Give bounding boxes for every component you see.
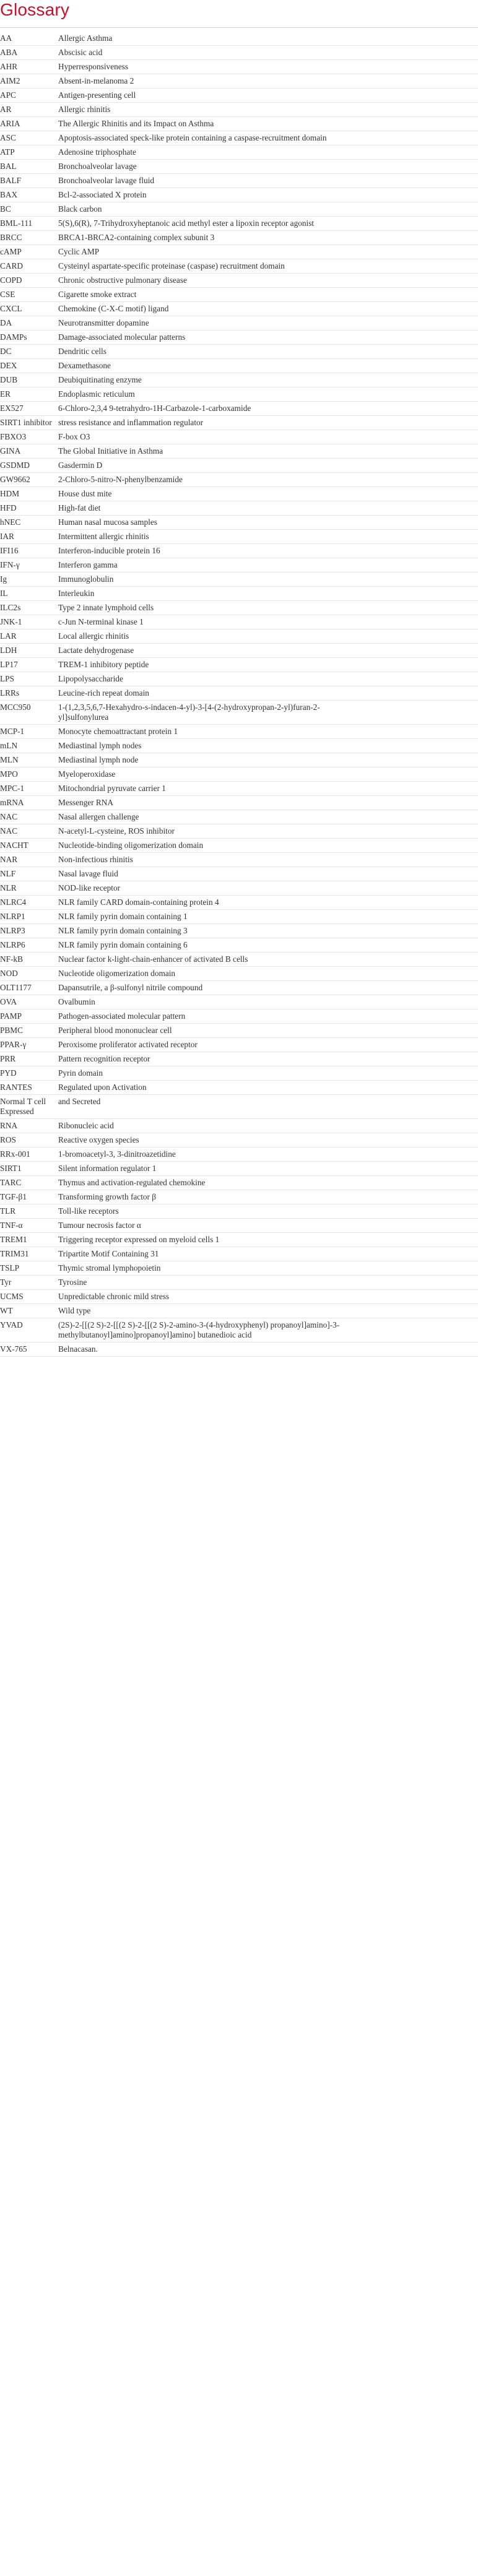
glossary-definition: Dexamethasone: [58, 359, 478, 373]
glossary-row: [0, 1276, 478, 1290]
glossary-term: AHR: [0, 60, 58, 74]
glossary-definition: Nuclear factor k-light-chain-enhancer of activated B cells: [58, 953, 478, 967]
glossary-term: ROS: [0, 1133, 58, 1148]
glossary-row: [0, 1342, 478, 1357]
glossary-row: [0, 739, 478, 753]
glossary-row: [0, 924, 478, 938]
glossary-term: HFD: [0, 501, 58, 516]
glossary-row: [0, 686, 478, 701]
glossary-definition: Nucleotide-binding oligomerization domain: [58, 839, 478, 853]
glossary-term: BAX: [0, 188, 58, 202]
glossary-term: NAC: [0, 824, 58, 839]
glossary-definition: Lipopolysaccharide: [58, 672, 478, 686]
glossary-definition: Belnacasan.: [58, 1342, 478, 1357]
glossary-term: NLRP6: [0, 938, 58, 953]
glossary-row: [0, 387, 478, 402]
glossary-term: PBMC: [0, 1024, 58, 1038]
glossary-row: [0, 767, 478, 782]
glossary-definition: NLR family pyrin domain containing 1: [58, 910, 478, 924]
glossary-definition: Peripheral blood mononuclear cell: [58, 1024, 478, 1038]
glossary-term: LPS: [0, 672, 58, 686]
glossary-row: [0, 28, 478, 46]
glossary-row: [0, 89, 478, 103]
glossary-term: GW9662: [0, 473, 58, 487]
glossary-term: DEX: [0, 359, 58, 373]
glossary-term: PRR: [0, 1052, 58, 1066]
glossary-definition: Cysteinyl aspartate-specific proteinase (caspase) recruitment domain: [58, 259, 478, 274]
glossary-term: DC: [0, 345, 58, 359]
glossary-table: [0, 28, 478, 1357]
glossary-row: [0, 1219, 478, 1233]
glossary-definition: c-Jun N-terminal kinase 1: [58, 615, 478, 629]
glossary-term: MCC950: [0, 701, 58, 725]
glossary-row: [0, 1190, 478, 1204]
glossary-definition: Dendritic cells: [58, 345, 478, 359]
glossary-term: AA: [0, 28, 58, 46]
glossary-row: [0, 103, 478, 117]
glossary-row: [0, 839, 478, 853]
glossary-row: [0, 1095, 478, 1119]
glossary-definition: Immunoglobulin: [58, 573, 478, 587]
glossary-definition: Tumour necrosis factor α: [58, 1219, 478, 1233]
glossary-term: COPD: [0, 274, 58, 288]
glossary-definition: Gasdermin D: [58, 459, 478, 473]
glossary-row: [0, 274, 478, 288]
glossary-term: WT: [0, 1304, 58, 1318]
glossary-definition: Non-infectious rhinitis: [58, 853, 478, 867]
glossary-row: [0, 1119, 478, 1133]
glossary-term: PAMP: [0, 1009, 58, 1024]
glossary-term: LAR: [0, 629, 58, 644]
glossary-row: [0, 202, 478, 217]
glossary-definition: TREM-1 inhibitory peptide: [58, 658, 478, 672]
glossary-row: [0, 658, 478, 672]
glossary-row: [0, 1009, 478, 1024]
glossary-definition: Hyperresponsiveness: [58, 60, 478, 74]
glossary-definition: Deubiquitinating enzyme: [58, 373, 478, 387]
glossary-row: [0, 402, 478, 416]
glossary-definition: Myeloperoxidase: [58, 767, 478, 782]
glossary-row: [0, 782, 478, 796]
glossary-term: MPC-1: [0, 782, 58, 796]
glossary-term: IFI16: [0, 544, 58, 558]
glossary-definition: The Global Initiative in Asthma: [58, 444, 478, 459]
glossary-term: RRx-001: [0, 1148, 58, 1162]
glossary-row: [0, 725, 478, 739]
glossary-definition: 1-bromoacetyl-3, 3-dinitroazetidine: [58, 1148, 478, 1162]
glossary-definition: Messenger RNA: [58, 796, 478, 810]
glossary-term: NLRP3: [0, 924, 58, 938]
glossary-term: CSE: [0, 288, 58, 302]
glossary-term: LDH: [0, 644, 58, 658]
glossary-term: NLRP1: [0, 910, 58, 924]
glossary-term: CARD: [0, 259, 58, 274]
glossary-definition: NLR family pyrin domain containing 3: [58, 924, 478, 938]
glossary-row: [0, 1052, 478, 1066]
glossary-definition: Ribonucleic acid: [58, 1119, 478, 1133]
glossary-definition: Chemokine (C-X-C motif) ligand: [58, 302, 478, 316]
glossary-term: APC: [0, 89, 58, 103]
glossary-definition: Interferon-inducible protein 16: [58, 544, 478, 558]
glossary-term: CXCL: [0, 302, 58, 316]
glossary-definition: The Allergic Rhinitis and its Impact on Asthma: [58, 117, 478, 131]
glossary-definition: Interleukin: [58, 587, 478, 601]
glossary-definition: Triggering receptor expressed on myeloid cells 1: [58, 1233, 478, 1247]
glossary-definition: Cyclic AMP: [58, 245, 478, 259]
glossary-row: [0, 810, 478, 824]
glossary-row: [0, 587, 478, 601]
glossary-definition: Unpredictable chronic mild stress: [58, 1290, 478, 1304]
glossary-term: cAMP: [0, 245, 58, 259]
glossary-row: [0, 1162, 478, 1176]
glossary-term: NOD: [0, 967, 58, 981]
glossary-row: [0, 188, 478, 202]
glossary-definition: Chronic obstructive pulmonary disease: [58, 274, 478, 288]
glossary-definition: Wild type: [58, 1304, 478, 1318]
glossary-definition: Intermittent allergic rhinitis: [58, 530, 478, 544]
glossary-row: [0, 1133, 478, 1148]
glossary-term: IFN-γ: [0, 558, 58, 573]
glossary-term: TLR: [0, 1204, 58, 1219]
glossary-row: [0, 302, 478, 316]
glossary-row: [0, 853, 478, 867]
glossary-definition: Abscisic acid: [58, 46, 478, 60]
glossary-row: [0, 60, 478, 74]
glossary-row: [0, 1261, 478, 1276]
glossary-row: [0, 573, 478, 587]
glossary-row: [0, 74, 478, 89]
page-title: Glossary: [0, 0, 70, 19]
glossary-definition: Bcl-2-associated X protein: [58, 188, 478, 202]
glossary-term: EX527: [0, 402, 58, 416]
glossary-definition: 2-Chloro-5-nitro-N-phenylbenzamide: [58, 473, 478, 487]
glossary-definition: Type 2 innate lymphoid cells: [58, 601, 478, 615]
glossary-definition: Silent information regulator 1: [58, 1162, 478, 1176]
glossary-definition: Thymus and activation-regulated chemokine: [58, 1176, 478, 1190]
glossary-term: Normal T cell Expressed: [0, 1095, 58, 1119]
glossary-definition: Nucleotide oligomerization domain: [58, 967, 478, 981]
glossary-term: AR: [0, 103, 58, 117]
glossary-term: OLT1177: [0, 981, 58, 995]
glossary-row: [0, 316, 478, 331]
glossary-term: hNEC: [0, 516, 58, 530]
glossary-definition: Reactive oxygen species: [58, 1133, 478, 1148]
glossary-row: [0, 131, 478, 145]
glossary-term: ASC: [0, 131, 58, 145]
glossary-term: JNK-1: [0, 615, 58, 629]
glossary-term: FBXO3: [0, 430, 58, 444]
glossary-definition: F-box O3: [58, 430, 478, 444]
glossary-term: RANTES: [0, 1081, 58, 1095]
glossary-term: AIM2: [0, 74, 58, 89]
glossary-term: RNA: [0, 1119, 58, 1133]
glossary-term: Ig: [0, 573, 58, 587]
glossary-row: [0, 896, 478, 910]
glossary-term: YVAD: [0, 1318, 58, 1342]
glossary-term: SIRT1: [0, 1162, 58, 1176]
glossary-row: [0, 1176, 478, 1190]
glossary-definition: Adenosine triphosphate: [58, 145, 478, 160]
glossary-definition: Antigen-presenting cell: [58, 89, 478, 103]
glossary-definition: Cigarette smoke extract: [58, 288, 478, 302]
glossary-definition: Mediastinal lymph node: [58, 753, 478, 767]
glossary-term: MCP-1: [0, 725, 58, 739]
glossary-row: [0, 1081, 478, 1095]
glossary-definition: Absent-in-melanoma 2: [58, 74, 478, 89]
glossary-term: NACHT: [0, 839, 58, 853]
glossary-term: UCMS: [0, 1290, 58, 1304]
glossary-row: [0, 910, 478, 924]
glossary-definition: Dapansutrile, a β-sulfonyl nitrile compound: [58, 981, 478, 995]
glossary-term: MPO: [0, 767, 58, 782]
glossary-row: [0, 473, 478, 487]
glossary-row: [0, 1304, 478, 1318]
glossary-row: [0, 995, 478, 1009]
glossary-row: [0, 967, 478, 981]
glossary-term: NLR: [0, 881, 58, 896]
glossary-term: BALF: [0, 174, 58, 188]
glossary-row: [0, 981, 478, 995]
glossary-row: [0, 796, 478, 810]
glossary-row: [0, 288, 478, 302]
glossary-row: [0, 345, 478, 359]
glossary-definition: Endoplasmic reticulum: [58, 387, 478, 402]
glossary-term: ARIA: [0, 117, 58, 131]
glossary-term: GINA: [0, 444, 58, 459]
glossary-definition: and Secreted: [58, 1095, 478, 1119]
glossary-definition: Allergic rhinitis: [58, 103, 478, 117]
glossary-row: [0, 174, 478, 188]
glossary-row: [0, 629, 478, 644]
glossary-definition: Damage-associated molecular patterns: [58, 331, 478, 345]
glossary-definition: Nasal lavage fluid: [58, 867, 478, 881]
glossary-definition: Apoptosis-associated speck-like protein containing a caspase-recruitment domain: [58, 131, 478, 145]
glossary-term: LP17: [0, 658, 58, 672]
glossary-row: [0, 1024, 478, 1038]
glossary-term: NAR: [0, 853, 58, 867]
glossary-term: TNF-α: [0, 1219, 58, 1233]
glossary-definition: Human nasal mucosa samples: [58, 516, 478, 530]
glossary-row: [0, 753, 478, 767]
glossary-row: [0, 217, 478, 231]
glossary-term: ER: [0, 387, 58, 402]
glossary-term: LRRs: [0, 686, 58, 701]
glossary-row: [0, 359, 478, 373]
glossary-definition: Allergic Asthma: [58, 28, 478, 46]
glossary-row: [0, 487, 478, 501]
glossary-term: TGF-β1: [0, 1190, 58, 1204]
glossary-definition: Bronchoalveolar lavage fluid: [58, 174, 478, 188]
glossary-row: [0, 1038, 478, 1052]
glossary-term: mRNA: [0, 796, 58, 810]
glossary-row: [0, 1233, 478, 1247]
glossary-definition: Neurotransmitter dopamine: [58, 316, 478, 331]
glossary-definition: Local allergic rhinitis: [58, 629, 478, 644]
glossary-term: BRCC: [0, 231, 58, 245]
glossary-definition: Thymic stromal lymphopoietin: [58, 1261, 478, 1276]
glossary-term: TRIM31: [0, 1247, 58, 1261]
glossary-definition: Tripartite Motif Containing 31: [58, 1247, 478, 1261]
glossary-term: ILC2s: [0, 601, 58, 615]
glossary-definition: Interferon gamma: [58, 558, 478, 573]
glossary-row: [0, 867, 478, 881]
glossary-row: [0, 231, 478, 245]
glossary-row: [0, 46, 478, 60]
glossary-definition: Mediastinal lymph nodes: [58, 739, 478, 753]
glossary-definition: BRCA1-BRCA2-containing complex subunit 3: [58, 231, 478, 245]
glossary-term: PYD: [0, 1066, 58, 1081]
glossary-row: [0, 938, 478, 953]
glossary-definition: Ovalbumin: [58, 995, 478, 1009]
glossary-definition: 5(S),6(R), 7-Trihydroxyheptanoic acid methyl ester a lipoxin receptor agonist: [58, 217, 478, 231]
glossary-row: [0, 824, 478, 839]
glossary-row: [0, 953, 478, 967]
glossary-row: [0, 160, 478, 174]
glossary-definition: (2S)-2-[[(2 S)-2-[[(2 S)-2-[[(2 S)-2-amino-3-(4-hydroxyphenyl) propanoyl]amino]-3-methylbutanoyl]amino]propanoyl]amino] butanedioic acid: [58, 1318, 478, 1342]
glossary-definition: Bronchoalveolar lavage: [58, 160, 478, 174]
glossary-row: [0, 1247, 478, 1261]
glossary-term: IAR: [0, 530, 58, 544]
glossary-term: DUB: [0, 373, 58, 387]
glossary-term: GSDMD: [0, 459, 58, 473]
glossary-definition: Pyrin domain: [58, 1066, 478, 1081]
glossary-row: [0, 117, 478, 131]
glossary-term: TREM1: [0, 1233, 58, 1247]
glossary-row: [0, 644, 478, 658]
glossary-row: [0, 1318, 478, 1342]
glossary-term: BAL: [0, 160, 58, 174]
glossary-term: BML-111: [0, 217, 58, 231]
glossary-row: [0, 331, 478, 345]
glossary-row: [0, 558, 478, 573]
glossary-definition: 1-(1,2,3,5,6,7-Hexahydro-s-indacen-4-yl)-3-[4-(2-hydroxypropan-2-yl)furan-2-yl]sulfonylurea: [58, 701, 478, 725]
glossary-definition: stress resistance and inflammation regulator: [58, 416, 478, 430]
glossary-definition: Monocyte chemoattractant protein 1: [58, 725, 478, 739]
glossary-term: SIRT1 inhibitor: [0, 416, 58, 430]
glossary-definition: Leucine-rich repeat domain: [58, 686, 478, 701]
glossary-row: [0, 601, 478, 615]
glossary-definition: NOD-like receptor: [58, 881, 478, 896]
glossary-row: [0, 881, 478, 896]
glossary-definition: Tyrosine: [58, 1276, 478, 1290]
glossary-term: NLRC4: [0, 896, 58, 910]
glossary-definition: NLR family pyrin domain containing 6: [58, 938, 478, 953]
glossary-body: [0, 28, 478, 1357]
glossary-row: [0, 1066, 478, 1081]
glossary-definition: High-fat diet: [58, 501, 478, 516]
glossary-term: NLF: [0, 867, 58, 881]
glossary-term: DAMPs: [0, 331, 58, 345]
glossary-row: [0, 459, 478, 473]
glossary-term: NF-kB: [0, 953, 58, 967]
glossary-term: BC: [0, 202, 58, 217]
glossary-definition: Black carbon: [58, 202, 478, 217]
glossary-definition: NLR family CARD domain-containing protein 4: [58, 896, 478, 910]
glossary-row: [0, 259, 478, 274]
glossary-row: [0, 416, 478, 430]
glossary-definition: Nasal allergen challenge: [58, 810, 478, 824]
glossary-term: ATP: [0, 145, 58, 160]
glossary-definition: Lactate dehydrogenase: [58, 644, 478, 658]
glossary-term: IL: [0, 587, 58, 601]
glossary-definition: Toll-like receptors: [58, 1204, 478, 1219]
glossary-row: [0, 1204, 478, 1219]
glossary-definition: Mitochondrial pyruvate carrier 1: [58, 782, 478, 796]
glossary-row: [0, 430, 478, 444]
glossary-term: PPAR-γ: [0, 1038, 58, 1052]
glossary-term: HDM: [0, 487, 58, 501]
glossary-row: [0, 530, 478, 544]
glossary-definition: Peroxisome proliferator activated receptor: [58, 1038, 478, 1052]
glossary-row: [0, 145, 478, 160]
glossary-term: TSLP: [0, 1261, 58, 1276]
glossary-row: [0, 516, 478, 530]
glossary-row: [0, 501, 478, 516]
glossary-term: mLN: [0, 739, 58, 753]
glossary-term: MLN: [0, 753, 58, 767]
glossary-row: [0, 615, 478, 629]
glossary-term: NAC: [0, 810, 58, 824]
glossary-row: [0, 444, 478, 459]
glossary-definition: N-acetyl-L-cysteine, ROS inhibitor: [58, 824, 478, 839]
glossary-row: [0, 245, 478, 259]
glossary-definition: Pathogen-associated molecular pattern: [58, 1009, 478, 1024]
glossary-term: DA: [0, 316, 58, 331]
glossary-row: [0, 701, 478, 725]
glossary-row: [0, 672, 478, 686]
glossary-definition: Transforming growth factor β: [58, 1190, 478, 1204]
glossary-term: ABA: [0, 46, 58, 60]
glossary-definition: Regulated upon Activation: [58, 1081, 478, 1095]
glossary-term: VX-765: [0, 1342, 58, 1357]
glossary-definition: Pattern recognition receptor: [58, 1052, 478, 1066]
glossary-row: [0, 373, 478, 387]
glossary-definition: House dust mite: [58, 487, 478, 501]
glossary-term: OVA: [0, 995, 58, 1009]
glossary-row: [0, 1148, 478, 1162]
glossary-term: Tyr: [0, 1276, 58, 1290]
glossary-term: TARC: [0, 1176, 58, 1190]
glossary-row: [0, 1290, 478, 1304]
glossary-row: [0, 544, 478, 558]
glossary-definition: 6-Chloro-2,3,4 9-tetrahydro-1H-Carbazole-1-carboxamide: [58, 402, 478, 416]
